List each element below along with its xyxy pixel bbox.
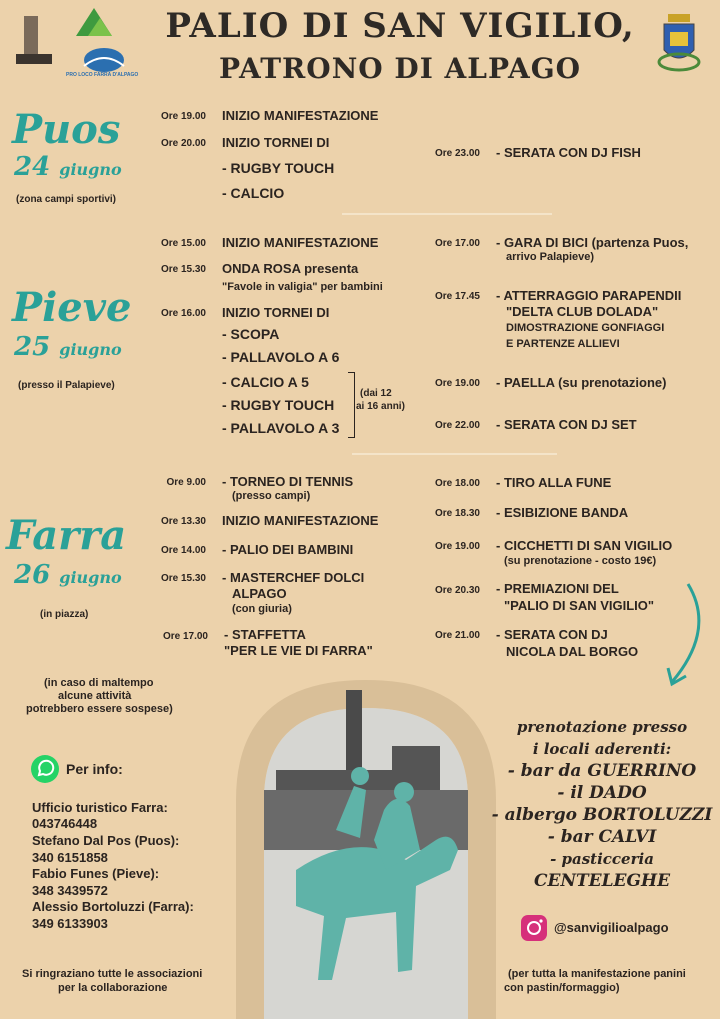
event-time: Ore 21.00 [434, 630, 480, 641]
event-label: INIZIO MANIFESTAZIONE [222, 513, 379, 528]
event-detail: DIMOSTRAZIONE GONFIAGGI [506, 322, 665, 334]
info-line: 043746448 [32, 816, 98, 831]
info-line: Ufficio turistico Farra: [32, 800, 168, 815]
page-title: PALIO DI SAN VIGILIO, [165, 6, 635, 46]
event-time: Ore 22.00 [434, 420, 480, 431]
event-time: Ore 19.00 [160, 111, 206, 122]
event-label: INIZIO TORNEI DI [222, 305, 330, 320]
info-line: 340 6151858 [32, 850, 108, 865]
event-time: Ore 18.00 [434, 478, 480, 489]
divider [352, 453, 557, 455]
event-detail: E PARTENZE ALLIEVI [506, 338, 620, 350]
event-detail: arrivo Palapieve) [506, 251, 595, 263]
event-label: - STAFFETTA [224, 627, 306, 642]
arrow-icon [660, 580, 710, 692]
booking-line: - bar CALVI [547, 827, 657, 847]
event-time: Ore 20.30 [434, 585, 480, 596]
event-label: - ATTERRAGGIO PARAPENDII [496, 288, 682, 303]
event-detail: NICOLA DAL BORGO [506, 644, 639, 659]
booking-list [490, 716, 714, 892]
event-detail: (con giuria) [232, 603, 292, 615]
event-label: INIZIO MANIFESTAZIONE [222, 235, 379, 250]
divider [342, 213, 552, 215]
event-detail: "PALIO DI SAN VIGILIO" [504, 598, 655, 613]
event-detail: "PER LE VIE DI FARRA" [224, 643, 373, 658]
booking-line: i locali aderenti: [532, 740, 672, 758]
event-time: Ore 17.00 [434, 238, 480, 249]
event-time: Ore 16.00 [160, 308, 206, 319]
event-label: - SERATA CON DJ [496, 627, 608, 642]
weather-note: alcune attività [58, 690, 132, 702]
booking-line: - il DADO [557, 783, 647, 803]
event-label: - PALIO DEI BAMBINI [222, 542, 354, 557]
panini-note: con pastin/formaggio) [504, 982, 620, 994]
panini-note: (per tutta la manifestazione panini [508, 968, 686, 980]
age-bracket [348, 372, 355, 438]
info-line: 348 3439572 [32, 883, 108, 898]
event-label: - PALLAVOLO A 3 [222, 420, 340, 436]
event-time: Ore 19.00 [434, 541, 480, 552]
date-number: 26 [14, 560, 51, 590]
event-label: INIZIO MANIFESTAZIONE [222, 108, 379, 123]
booking-line: - bar da GUERRINO [507, 761, 697, 781]
event-label: - TIRO ALLA FUNE [496, 475, 612, 490]
pro-loco-logo [66, 46, 139, 80]
mountain-logo [72, 4, 118, 40]
age-note: ai 16 anni) [356, 401, 405, 412]
day-name-puos: Puos [12, 106, 121, 153]
event-label: - MASTERCHEF DOLCI [222, 570, 365, 585]
date-month: giugno [59, 340, 122, 359]
event-detail: (su prenotazione - costo 19€) [504, 555, 657, 567]
event-time: Ore 14.00 [160, 545, 206, 556]
event-time: Ore 17.00 [162, 631, 208, 642]
event-label: - GARA DI BICI (partenza Puos, [496, 235, 689, 250]
booking-line: prenotazione presso [516, 718, 688, 736]
event-label: - SERATA CON DJ SET [496, 417, 637, 432]
horse-illustration [236, 680, 496, 1019]
event-detail: ALPAGO [232, 586, 287, 601]
info-label: Per info: [66, 761, 123, 777]
event-time: Ore 17.45 [434, 291, 480, 302]
info-line: Fabio Funes (Pieve): [32, 866, 160, 881]
booking-line: - pasticceria [550, 850, 654, 868]
date-number: 24 [14, 152, 51, 182]
municipality-logo [14, 14, 54, 66]
day-date-puos [14, 152, 122, 182]
event-label: ONDA ROSA presenta [222, 261, 359, 276]
booking-line: CENTELEGHE [533, 871, 671, 891]
event-time: Ore 15.00 [160, 238, 206, 249]
event-time: Ore 9.00 [166, 477, 206, 488]
day-place-pieve: (presso il Palapieve) [18, 380, 115, 391]
date-month: giugno [59, 160, 122, 179]
thanks-note: Si ringraziano tutte le associazioni [22, 968, 203, 980]
coat-of-arms-icon [656, 12, 702, 74]
event-label: - SCOPA [222, 326, 280, 342]
pro-loco-text: PRO LOCO FARRA D'ALPAGO [66, 72, 139, 78]
event-label: - RUGBY TOUCH [222, 160, 335, 176]
info-line: 349 6133903 [32, 916, 108, 931]
instagram-icon [520, 914, 548, 942]
event-label: - SERATA CON DJ FISH [496, 145, 641, 160]
info-line: Alessio Bortoluzzi (Farra): [32, 899, 194, 914]
booking-line: - albergo BORTOLUZZI [491, 805, 713, 825]
date-month: giugno [59, 568, 122, 587]
event-label: - RUGBY TOUCH [222, 397, 335, 413]
weather-note: potrebbero essere sospese) [26, 703, 173, 715]
event-label: INIZIO TORNEI DI [222, 135, 330, 150]
day-date-pieve [14, 332, 122, 362]
event-detail: "Favole in valigia" per bambini [222, 281, 383, 293]
event-detail: (presso campi) [232, 490, 311, 502]
event-time: Ore 23.00 [434, 148, 480, 159]
event-label: - CALCIO A 5 [222, 374, 309, 390]
event-time: Ore 15.30 [160, 264, 206, 275]
day-place-puos: (zona campi sportivi) [16, 194, 117, 205]
day-place-farra: (in piazza) [40, 609, 89, 620]
event-time: Ore 20.00 [160, 138, 206, 149]
event-label: - PREMIAZIONI DEL [496, 581, 619, 596]
event-label: - CALCIO [222, 185, 285, 201]
page-subtitle: PATRONO DI ALPAGO [218, 52, 582, 85]
age-note: (dai 12 [360, 388, 392, 399]
thanks-note: per la collaborazione [58, 982, 168, 994]
day-name-farra: Farra [6, 512, 127, 559]
day-date-farra [14, 560, 122, 590]
day-name-pieve: Pieve [12, 284, 132, 331]
info-line: Stefano Dal Pos (Puos): [32, 833, 180, 848]
whatsapp-icon [30, 754, 60, 784]
event-time: Ore 18.30 [434, 508, 480, 519]
event-time: Ore 19.00 [434, 378, 480, 389]
event-label: - PALLAVOLO A 6 [222, 349, 340, 365]
date-number: 25 [14, 332, 51, 362]
event-detail: "DELTA CLUB DOLADA" [506, 304, 659, 319]
event-time: Ore 15.30 [160, 573, 206, 584]
event-label: - ESIBIZIONE BANDA [496, 505, 629, 520]
event-label: - CICCHETTI DI SAN VIGILIO [496, 538, 673, 553]
event-label: - TORNEO DI TENNIS [222, 474, 354, 489]
event-label: - PAELLA (su prenotazione) [496, 375, 667, 390]
weather-note: (in caso di maltempo [44, 677, 154, 689]
instagram-handle[interactable]: @sanvigilioalpago [554, 920, 669, 935]
event-time: Ore 13.30 [160, 516, 206, 527]
